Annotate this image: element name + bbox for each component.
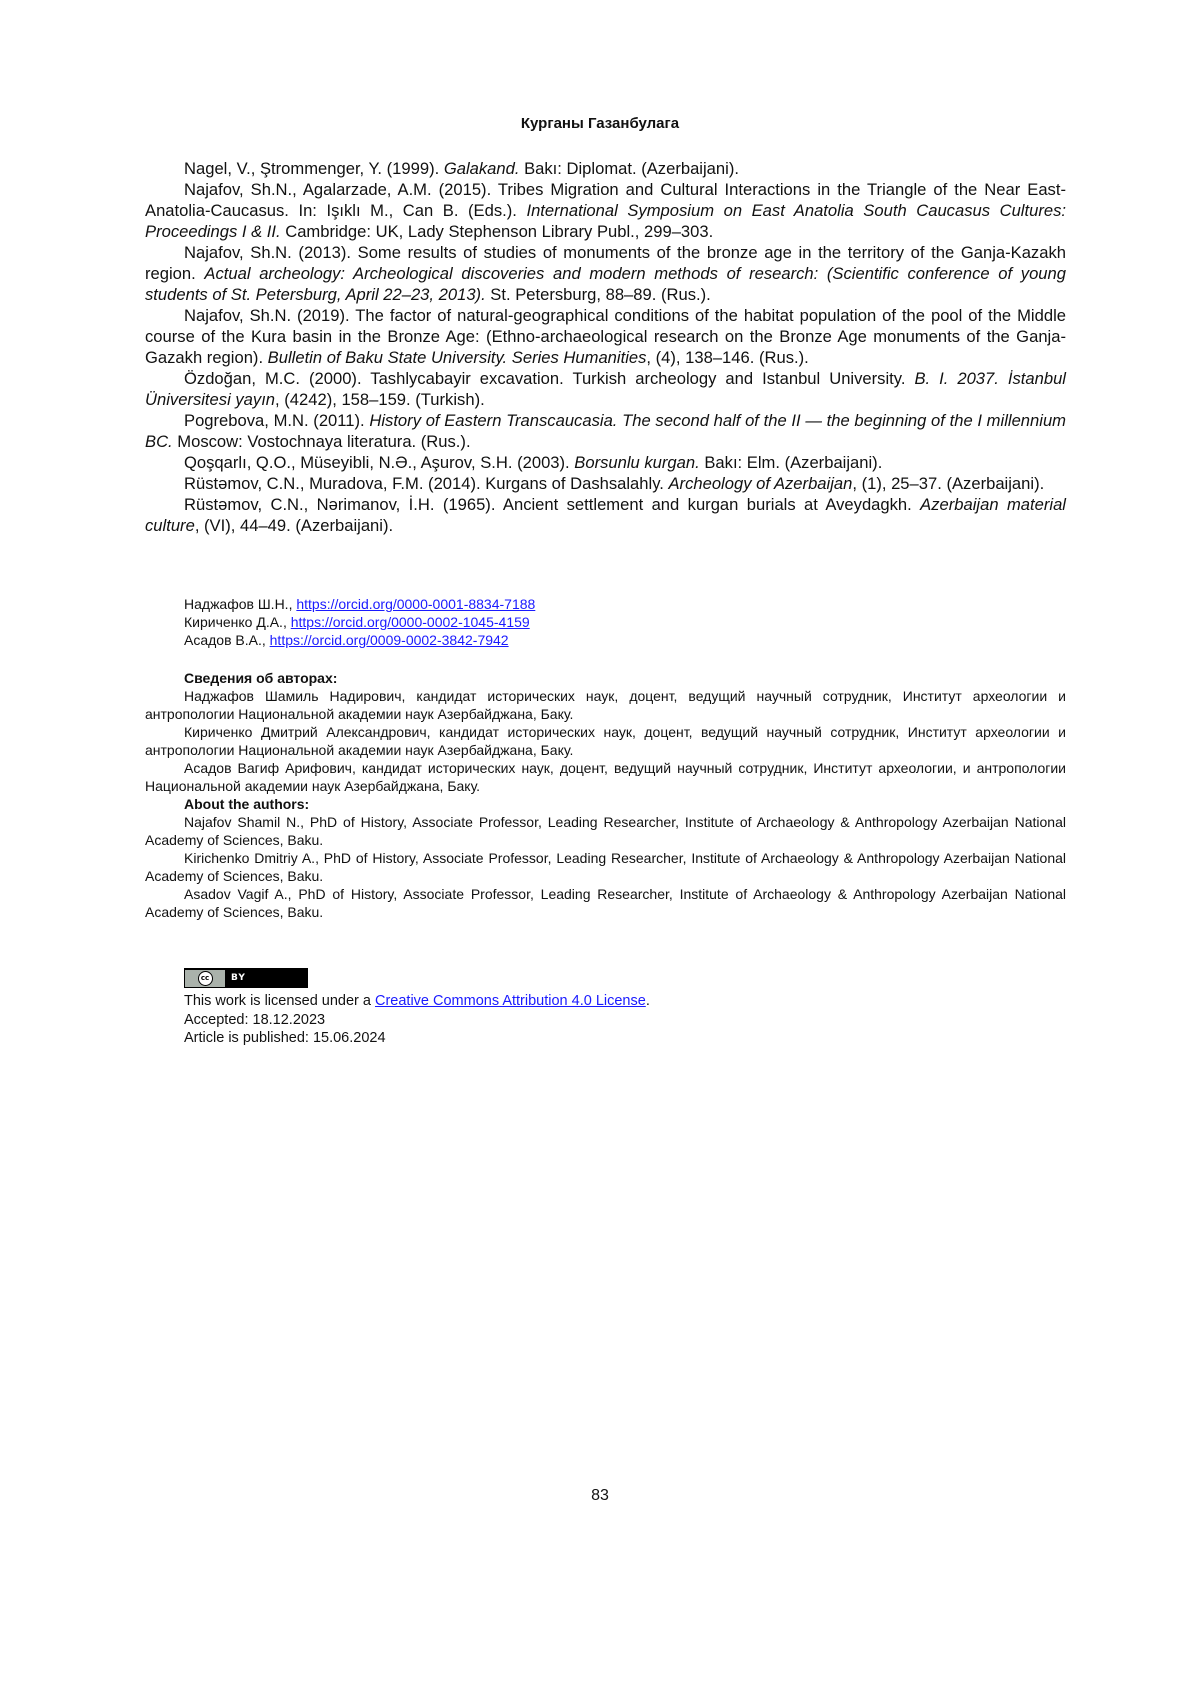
authors-ru-list bbox=[145, 687, 1066, 795]
author-entry: Наджафов Шамиль Надирович, кандидат исторических наук, доцент, ведущий научный сотрудник, Институт археологии и антропологии Национальной академии наук Азербайджана, Баку. bbox=[145, 688, 1066, 722]
orcid-link[interactable]: https://orcid.org/0000-0001-8834-7188 bbox=[296, 596, 536, 612]
authors-en-list bbox=[145, 813, 1066, 921]
reference-text: Najafov, Sh.N. (2013). Some results of studies of monuments of the bronze age in the territory of the Ganja-Kazakh region. bbox=[145, 243, 1066, 283]
license-suffix: . bbox=[645, 993, 650, 1009]
author-entry: Najafov Shamil N., PhD of History, Associate Professor, Leading Researcher, Institute of Archaeology & Anthropology Azerbaijan National Academy of Sciences, Baku. bbox=[145, 814, 1066, 848]
reference-text: Najafov, Sh.N. (2019). The factor of natural-geographical conditions of the habitat population of the pool of the Middle course of the Kura basin in the Bronze Age: (Ethno-archaeological research on the Bronze Age monuments of the Ganja-Gazakh region). bbox=[145, 306, 1066, 367]
cc-by-icon[interactable] bbox=[184, 968, 308, 988]
authors-ru-heading: Сведения об авторах: bbox=[184, 670, 338, 686]
orcid-author-name: Кириченко Д.А., bbox=[184, 614, 291, 630]
reference-item bbox=[145, 179, 1066, 242]
author-entry: Асадов Вагиф Арифович, кандидат исторических наук, доцент, ведущий научный сотрудник, Институт археологии, и антропологии Национальной академии наук Азербайджана, Баку. bbox=[145, 760, 1066, 794]
orcid-item bbox=[184, 595, 1064, 613]
reference-item bbox=[145, 410, 1066, 452]
reference-text: Bakı: Diplomat. (Azerbaijani). bbox=[519, 159, 739, 178]
reference-item bbox=[145, 242, 1066, 305]
reference-text: , (1), 25–37. (Azerbaijani). bbox=[852, 474, 1045, 493]
reference-title: Galakand. bbox=[443, 159, 520, 178]
reference-text: Bakı: Elm. (Azerbaijani). bbox=[699, 453, 883, 472]
author-entry: Кириченко Дмитрий Александрович, кандидат исторических наук, доцент, ведущий научный сотрудник, Институт археологии и антропологии Национальной академии наук Азербайджана, Баку. bbox=[145, 724, 1066, 758]
reference-text: Qoşqarlı, Q.O., Müseyibli, N.Ə., Aşurov, S.H. (2003). bbox=[184, 453, 575, 472]
orcid-list bbox=[184, 595, 1064, 649]
reference-title: Actual archeology: Archeological discoveries and modern methods of research: (Scientific conference of young students of St. Petersburg, April 22–23, 2013). bbox=[145, 264, 1066, 304]
reference-text: Rüstəmov, C.N., Nərimanov, İ.H. (1965). Ancient settlement and kurgan burials at Aveydagkh. bbox=[184, 495, 921, 514]
reference-text: , (VI), 44–49. (Azerbaijani). bbox=[194, 516, 394, 535]
running-head: Курганы Газанбулага bbox=[520, 115, 680, 132]
reference-text: Nagel, V., Ştrommenger, Y. (1999). bbox=[184, 159, 444, 178]
reference-text: Özdoğan, M.C. (2000). Tashlycabayir excavation. Turkish archeology and Istanbul University. bbox=[184, 369, 915, 388]
orcid-author-name: Наджафов Ш.Н., bbox=[184, 596, 297, 612]
reference-text: Najafov, Sh.N., Agalarzade, A.M. (2015). Tribes Migration and Cultural Interactions in the Triangle of the Near East-Anatolia-Caucasus. In: Işıklı M., Can B. (Eds.). bbox=[145, 180, 1066, 220]
reference-item bbox=[145, 452, 1066, 473]
published-date: Article is published: 15.06.2024 bbox=[184, 1030, 386, 1046]
page-number: 83 bbox=[591, 1487, 609, 1504]
orcid-item bbox=[184, 613, 1064, 631]
reference-text: , (4), 138–146. (Rus.). bbox=[646, 348, 809, 367]
authors-en-heading: About the authors: bbox=[184, 796, 310, 812]
reference-text: Rüstəmov, C.N., Muradova, F.M. (2014). Kurgans of Dashsalahly. bbox=[184, 474, 669, 493]
reference-title: International Symposium on East Anatolia South Caucasus Cultures: Proceedings I & II. bbox=[145, 201, 1066, 241]
accepted-date: Accepted: 18.12.2023 bbox=[184, 1011, 326, 1028]
reference-text: Cambridge: UK, Lady Stephenson Library Publ., 299–303. bbox=[280, 222, 714, 241]
reference-item bbox=[145, 305, 1066, 368]
reference-title: Borsunlu kurgan. bbox=[574, 453, 700, 472]
license-link[interactable]: Creative Commons Attribution 4.0 License bbox=[375, 993, 646, 1009]
by-label: BY bbox=[231, 972, 246, 983]
reference-list bbox=[145, 158, 1066, 536]
orcid-item bbox=[184, 631, 1064, 649]
reference-item bbox=[145, 473, 1066, 494]
author-entry: Kirichenko Dmitriy A., PhD of History, Associate Professor, Leading Researcher, Institute of Archaeology & Anthropology Azerbaijan National Academy of Sciences, Baku. bbox=[145, 850, 1066, 884]
orcid-link[interactable]: https://orcid.org/0009-0002-3842-7942 bbox=[269, 632, 509, 648]
reference-text: , (4242), 158–159. (Turkish). bbox=[275, 390, 485, 409]
reference-text: Moscow: Vostochnaya literatura. (Rus.). bbox=[172, 432, 471, 451]
license-block bbox=[184, 968, 884, 1048]
reference-title: Archeology of Azerbaijan bbox=[668, 474, 853, 493]
author-entry: Asadov Vagif A., PhD of History, Associate Professor, Leading Researcher, Institute of Archaeology & Anthropology Azerbaijan National Academy of Sciences, Baku. bbox=[145, 886, 1066, 920]
cc-icon-part bbox=[185, 970, 225, 987]
cc-circle-icon: cc bbox=[198, 971, 213, 986]
reference-item bbox=[145, 158, 1066, 179]
license-statement bbox=[184, 992, 884, 1011]
orcid-author-name: Асадов В.А., bbox=[184, 632, 270, 648]
license-prefix: This work is licensed under a bbox=[184, 993, 375, 1009]
reference-item bbox=[145, 368, 1066, 410]
reference-title: Azerbaijan material culture bbox=[145, 495, 1066, 535]
reference-text: Pogrebova, M.N. (2011). bbox=[184, 411, 370, 430]
reference-title: History of Eastern Transcaucasia. The second half of the II — the beginning of the I millennium BC. bbox=[145, 411, 1066, 451]
orcid-link[interactable]: https://orcid.org/0000-0002-1045-4159 bbox=[290, 614, 530, 630]
reference-item bbox=[145, 494, 1066, 536]
reference-title: Bulletin of Baku State University. Series Humanities bbox=[267, 348, 647, 367]
reference-text: St. Petersburg, 88–89. (Rus.). bbox=[485, 285, 711, 304]
reference-title: B. I. 2037. İstanbul Üniversitesi yayın bbox=[145, 369, 1066, 409]
authors-info bbox=[145, 669, 1066, 921]
